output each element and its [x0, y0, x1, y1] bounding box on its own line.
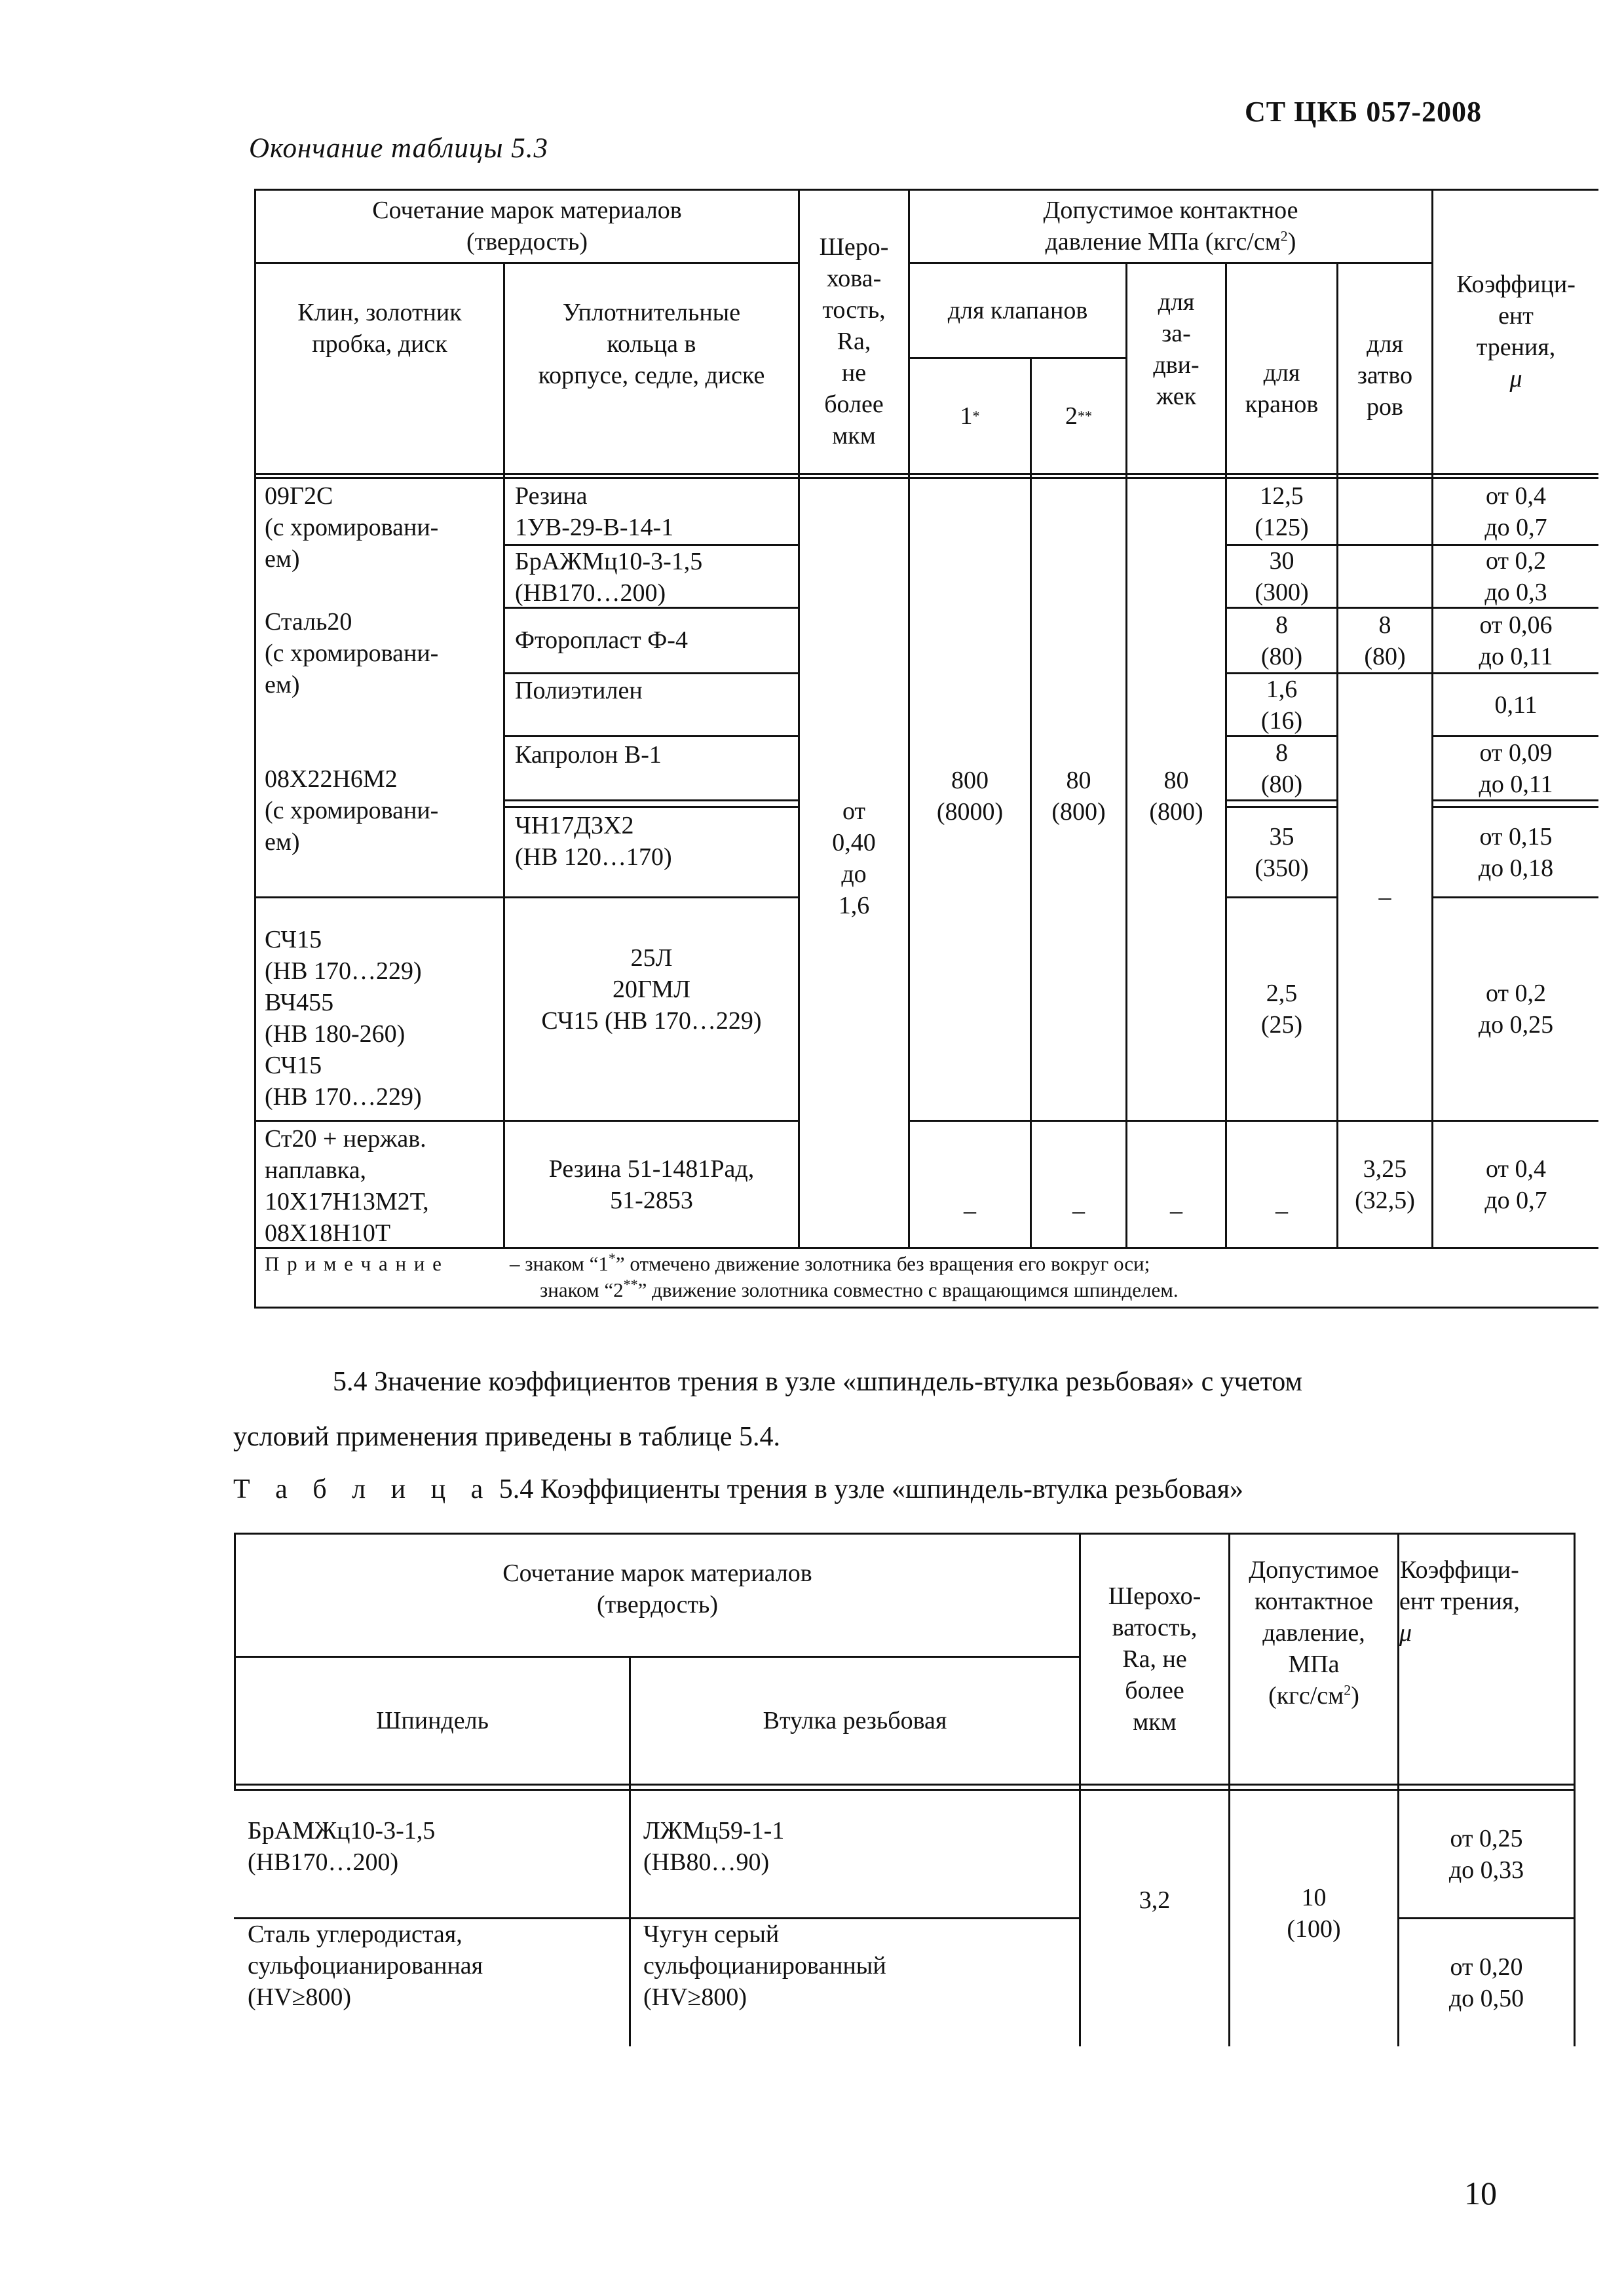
wedge-group-1: 09Г2С (с хромировани- ем) Сталь20 (с хромировани- ем) 08Х22Н6М2 (с хромировани- ем): [265, 482, 439, 856]
t54-header-friction: [1399, 1535, 1574, 1784]
header-valve-2: 2 **: [1065, 402, 1092, 430]
friction-cell: 0,11: [1494, 691, 1538, 719]
t54-header-spindle: Шпиндель: [376, 1707, 489, 1734]
t54-spindle-cell: БрАМЖц10-3-1,5 (НВ170…200): [248, 1817, 436, 1876]
friction-cell: от 0,06 до 0,11: [1479, 611, 1553, 670]
header-pressure-line2: давление МПа $(кгс/см^2)$: [1045, 227, 1296, 256]
table-5-3-caption: Окончание таблицы 5.3: [249, 133, 549, 164]
header-gate: для за- дви- жек: [1153, 288, 1199, 410]
cranes-cell: 35 (350): [1255, 822, 1309, 882]
mu-symbol: μ: [1509, 365, 1522, 392]
paragraph-5-4-line-2: условий применения приведены в таблице 5.4.: [233, 1422, 780, 1452]
last-valve2: –: [1072, 1196, 1085, 1225]
last-friction: от 0,4 до 0,7: [1484, 1155, 1547, 1214]
friction-cell: от 0,4 до 0,7: [1484, 482, 1547, 541]
ring-group-3: Резина 51-1481Рад, 51-2853: [548, 1155, 755, 1214]
header-cranes: для кранов: [1245, 358, 1319, 418]
document-code: СТ ЦКБ 057-2008: [1245, 96, 1482, 128]
last-shutters: 3,25 (32,5): [1355, 1155, 1415, 1214]
shutters-cell: –: [1378, 883, 1391, 911]
shutters-cell: 8 (80): [1364, 611, 1406, 670]
gate-value: 80 (800): [1149, 767, 1203, 826]
ring-cell: Фторопласт Ф-4: [515, 626, 688, 654]
valve1-value: 800 (8000): [936, 767, 1004, 826]
t54-pressure-value: 10 (100): [1287, 1884, 1341, 1943]
ring-cell: БрАЖМц10-3-1,5 (НВ170…200): [515, 548, 703, 607]
mu-symbol: μ: [1399, 1619, 1412, 1647]
note-line-2: знаком “2**” движение золотника совместно с вращающимся шпинделем.: [540, 1276, 1179, 1301]
header-wedge: Клин, золотник пробка, диск: [297, 299, 462, 358]
last-cranes: –: [1275, 1196, 1288, 1225]
t54-bushing-cell: ЛЖМц59-1-1 (НВ80…90): [643, 1817, 785, 1876]
ring-cell: Капролон В-1: [515, 741, 662, 769]
ring-group-2: 25Л 20ГМЛ СЧ15 (НВ 170…229): [541, 944, 762, 1035]
t54-header-roughness: Шерохо- ватость, Ra, не более мкм: [1108, 1582, 1201, 1736]
header-pressure-line1: Допустимое контактное: [1043, 197, 1298, 224]
t54-header-materials: Сочетание марок материалов (твердость): [502, 1559, 812, 1618]
wedge-group-3: Ст20 + нержав. наплавка, 10Х17Н13М2Т, 08Х18Н10Т: [265, 1125, 429, 1247]
last-valve1: –: [964, 1196, 976, 1225]
header-materials: Сочетание марок материалов (твердость): [372, 197, 682, 256]
header-valves: для клапанов: [947, 297, 1088, 324]
ring-cell: Полиэтилен: [515, 677, 643, 704]
table-5-4-caption: Т а б л и ц а 5.4 Коэффициенты трения в узле «шпиндель-втулка резьбовая»: [233, 1474, 1244, 1504]
friction-cell: от 0,2 до 0,3: [1484, 546, 1547, 606]
shutters-cell: –: [1378, 529, 1391, 557]
t54-header-friction-label: Коэффици- ент трения,: [1399, 1556, 1520, 1615]
cranes-cell: 30 (300): [1255, 546, 1309, 606]
cranes-cell: 12,5 (125): [1255, 482, 1309, 541]
t54-friction-cell: от 0,25 до 0,33: [1448, 1824, 1524, 1884]
friction-cell: от 0,09 до 0,11: [1479, 738, 1553, 798]
valve2-value: 80 (800): [1051, 767, 1106, 826]
paragraph-5-4-line-1: 5.4 Значение коэффициентов трения в узле «шпиндель-втулка резьбовая» с учетом: [333, 1367, 1303, 1397]
cranes-cell: 8 (80): [1260, 611, 1303, 670]
note-line-1: – знаком “1*” отмечено движение золотника без вращения его вокруг оси;: [510, 1250, 1150, 1275]
header-roughness: Шеро- хова- тость, Ra, не более мкм: [819, 233, 889, 450]
t54-header-pressure: Допустимое контактное давление, МПа $(кгс/см^2)$: [1249, 1556, 1379, 1710]
t54-friction-cell: от 0,20 до 0,50: [1448, 1953, 1524, 2012]
ring-cell: Резина 1УВ-29-В-14-1: [515, 482, 674, 541]
header-friction: [1433, 190, 1598, 473]
header-rings: Уплотнительные кольца в корпусе, седле, диске: [538, 299, 765, 389]
page-number: 10: [1464, 2175, 1497, 2211]
header-shutters: для затво ров: [1357, 330, 1413, 421]
friction-cell: от 0,15 до 0,18: [1478, 822, 1554, 882]
last-gate: –: [1170, 1196, 1182, 1225]
cranes-cell: 8 (80): [1260, 738, 1303, 798]
t54-roughness-value: 3,2: [1139, 1886, 1171, 1914]
roughness-value: от 0,40 до 1,6: [832, 797, 876, 919]
header-valve-1: 1 *: [960, 402, 980, 430]
wedge-group-2: СЧ15 (НВ 170…229) ВЧ455 (НВ 180-260) СЧ15 (НВ 170…229): [265, 926, 422, 1111]
header-friction-label: Коэффици- ент трения,: [1456, 271, 1576, 361]
note-label: П р и м е ч а н и е: [265, 1252, 443, 1275]
cranes-cell: 2,5 (25): [1260, 980, 1303, 1039]
t54-bushing-cell: Чугун серый сульфоцианированный (НV≥800): [643, 1921, 886, 2011]
t54-spindle-cell: Сталь углеродистая, сульфоцианированная (НV≥800): [248, 1921, 483, 2011]
friction-cell: от 0,2 до 0,25: [1478, 980, 1554, 1039]
t54-header-bushing: Втулка резьбовая: [763, 1707, 947, 1734]
header-pressure: [910, 190, 1431, 262]
ring-cell: ЧН17Д3Х2 (НВ 120…170): [515, 812, 672, 871]
cranes-cell: 1,6 (16): [1260, 675, 1303, 735]
